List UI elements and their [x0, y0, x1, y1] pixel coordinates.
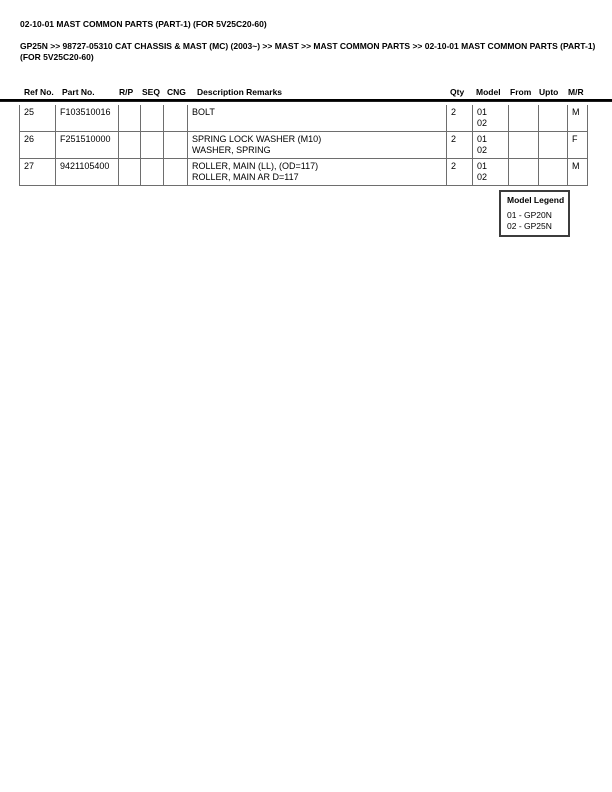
header-divider-rule	[0, 99, 612, 102]
model-code: 02	[477, 172, 488, 182]
column-header-row	[19, 87, 587, 97]
description-cell	[188, 132, 447, 159]
model-legend-item: 02 - GP25N	[507, 221, 552, 231]
rp-cell	[119, 105, 141, 132]
upto-cell	[539, 132, 568, 159]
seq-cell	[141, 105, 164, 132]
model-cell	[473, 159, 509, 186]
mr-cell: F	[568, 132, 588, 159]
seq-cell	[141, 159, 164, 186]
column-header-rp: R/P	[119, 87, 134, 97]
column-header-description-remarks: Description Remarks	[197, 87, 283, 97]
model-code: 01	[477, 107, 488, 117]
model-cell	[473, 105, 509, 132]
from-cell	[509, 105, 539, 132]
page-title: 02-10-01 MAST COMMON PARTS (PART-1) (FOR 5V25C20-60)	[20, 19, 267, 29]
from-cell	[509, 132, 539, 159]
part-no-cell: 9421105400	[56, 159, 119, 186]
model-code: 01	[477, 161, 488, 171]
table-row	[20, 105, 588, 132]
column-header-model: Model	[476, 87, 501, 97]
table-row	[20, 159, 588, 186]
cng-cell	[164, 132, 188, 159]
qty-cell: 2	[447, 159, 473, 186]
mr-cell: M	[568, 159, 588, 186]
column-header-part-no: Part No.	[62, 87, 95, 97]
description-cell	[188, 159, 447, 186]
description-line	[192, 118, 444, 129]
qty-cell: 2	[447, 105, 473, 132]
part-no-cell: F251510000	[56, 132, 119, 159]
description-line: BOLT	[192, 107, 215, 117]
ref-no-cell: 27	[20, 159, 56, 186]
description-line: ROLLER, MAIN AR D=117	[192, 172, 299, 182]
model-legend	[499, 190, 570, 237]
from-cell	[509, 159, 539, 186]
column-header-mr: M/R	[568, 87, 584, 97]
description-cell	[188, 105, 447, 132]
upto-cell	[539, 105, 568, 132]
qty-cell: 2	[447, 132, 473, 159]
seq-cell	[141, 132, 164, 159]
rp-cell	[119, 159, 141, 186]
cng-cell	[164, 105, 188, 132]
parts-table	[19, 105, 588, 186]
model-code: 01	[477, 134, 488, 144]
column-header-cng: CNG	[167, 87, 186, 97]
rp-cell	[119, 132, 141, 159]
model-legend-item: 01 - GP20N	[507, 210, 552, 220]
ref-no-cell: 26	[20, 132, 56, 159]
description-line: SPRING LOCK WASHER (M10)	[192, 134, 322, 144]
breadcrumb: GP25N >> 98727-05310 CAT CHASSIS & MAST (MC) (2003~) >> MAST >> MAST COMMON PARTS >> 02-10-01 MAST COMMON PARTS (PART-1) (FOR 5V25C20-60)	[20, 41, 596, 62]
model-code: 02	[477, 118, 488, 128]
model-cell	[473, 132, 509, 159]
model-legend-title: Model Legend	[507, 195, 565, 205]
model-code: 02	[477, 145, 488, 155]
column-header-qty: Qty	[450, 87, 465, 97]
description-line: WASHER, SPRING	[192, 145, 271, 155]
ref-no-cell: 25	[20, 105, 56, 132]
part-no-cell: F103510016	[56, 105, 119, 132]
column-header-from: From	[510, 87, 532, 97]
cng-cell	[164, 159, 188, 186]
description-line: ROLLER, MAIN (LL), (OD=117)	[192, 161, 319, 171]
column-header-upto: Upto	[539, 87, 559, 97]
upto-cell	[539, 159, 568, 186]
column-header-seq: SEQ	[142, 87, 160, 97]
table-row	[20, 132, 588, 159]
column-header-ref-no: Ref No.	[24, 87, 54, 97]
mr-cell: M	[568, 105, 588, 132]
